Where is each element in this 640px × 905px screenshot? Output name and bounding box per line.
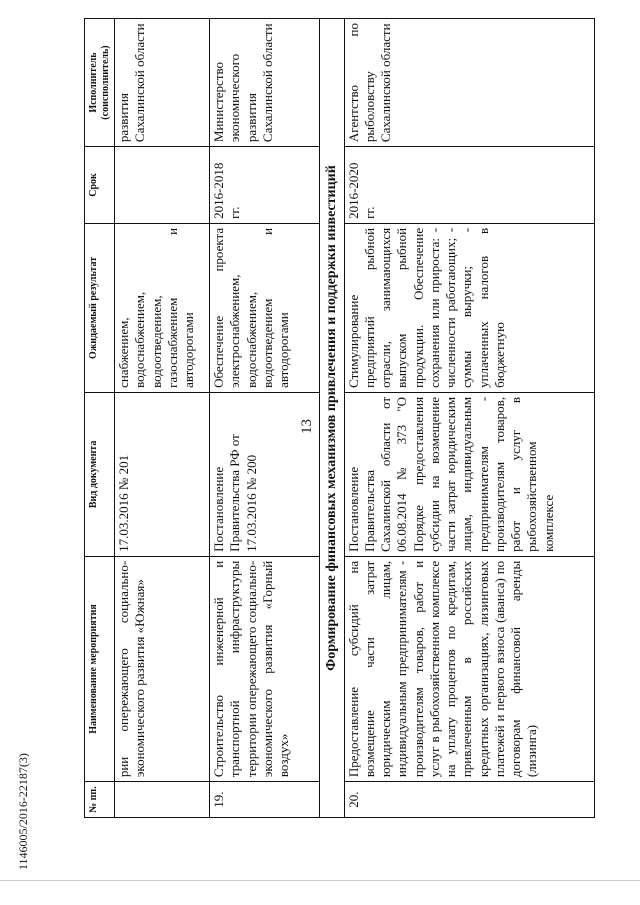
cell-number: 20.: [344, 782, 594, 818]
cell-number: [115, 782, 210, 818]
header-result: Ожидаемый результат: [85, 223, 115, 392]
page-number: 13: [299, 419, 315, 434]
header-name: Наименование мероприятия: [85, 556, 115, 781]
section-title: Формирование финансовых механизмов привлечения и поддержки инвестиций: [320, 19, 345, 818]
cell-document: Постановление Правительства РФ от 17.03.2016 № 200: [210, 392, 320, 556]
cell-name: Предоставление субсидий на возмещение части затрат юридическим лицам, индивидуальным предпринимателям - производителям товаров, работ и услуг в рыбохозяйственном комплексе на уплату процентов по кредитам, привлеченным в российских кредитных организациях, лизинговых платежей и первого взноса (аванса) по договорам финансовой аренды (лизинга): [344, 556, 594, 781]
cell-term: [115, 147, 210, 224]
measures-table: [84, 18, 595, 818]
cell-executor: развития Сахалинской области: [115, 19, 210, 147]
table-row-20: [344, 19, 594, 818]
cell-result: Стимулирование предприятий рыбной отрасли, занимающихся выпуском рыбной продукции. Обеспечение сохранения или прироста: - численности работающих; - суммы выручки; - уплаченных налогов в бюджетную: [344, 223, 594, 392]
document-id-footer: 1146005/2016-22187(3): [16, 753, 30, 870]
cell-term: 2016-2018 гг.: [210, 147, 320, 224]
table-header-row: [85, 19, 115, 818]
cell-executor: Агентство по рыболовству Сахалинской области: [344, 19, 594, 147]
cell-result: снабжением, водоснабжением, водоотведением, газоснабжением и автодорогами: [115, 223, 210, 392]
header-term: Срок: [85, 147, 115, 224]
cell-executor: Министерство экономического развития Сахалинской области: [210, 19, 320, 147]
table-row-19: [210, 19, 320, 818]
table-row-continued: [115, 19, 210, 818]
header-executor: Исполнитель (соисполнитель): [85, 19, 115, 147]
section-row: [320, 19, 345, 818]
cell-name: рии опережающего социально-экономического развития «Южная»: [115, 556, 210, 781]
cell-result: Обеспечение проекта электроснабжением, водоснабжением, водоотведением и автодорогами: [210, 223, 320, 392]
header-number: № пп.: [85, 782, 115, 818]
bottom-divider: [0, 880, 640, 881]
cell-term: 2016-2020 гг.: [344, 147, 594, 224]
cell-name: Строительство инженерной и транспортной инфраструктуры территории опережающего социально-экономического развития «Горный воздух»: [210, 556, 320, 781]
cell-number: 19.: [210, 782, 320, 818]
cell-document: 17.03.2016 № 201: [115, 392, 210, 556]
header-document: Вид документа: [85, 392, 115, 556]
cell-document: Постановление Правительства Сахалинской области от 06.08.2014 № 373 "О Порядке предоставления субсидии на возмещение части затрат юридическим лицам, индивидуальным предпринимателям - производителям товаров, работ и услуг в рыбохозяйственном комплексе: [344, 392, 594, 556]
rotated-table-wrapper: [84, 18, 640, 818]
